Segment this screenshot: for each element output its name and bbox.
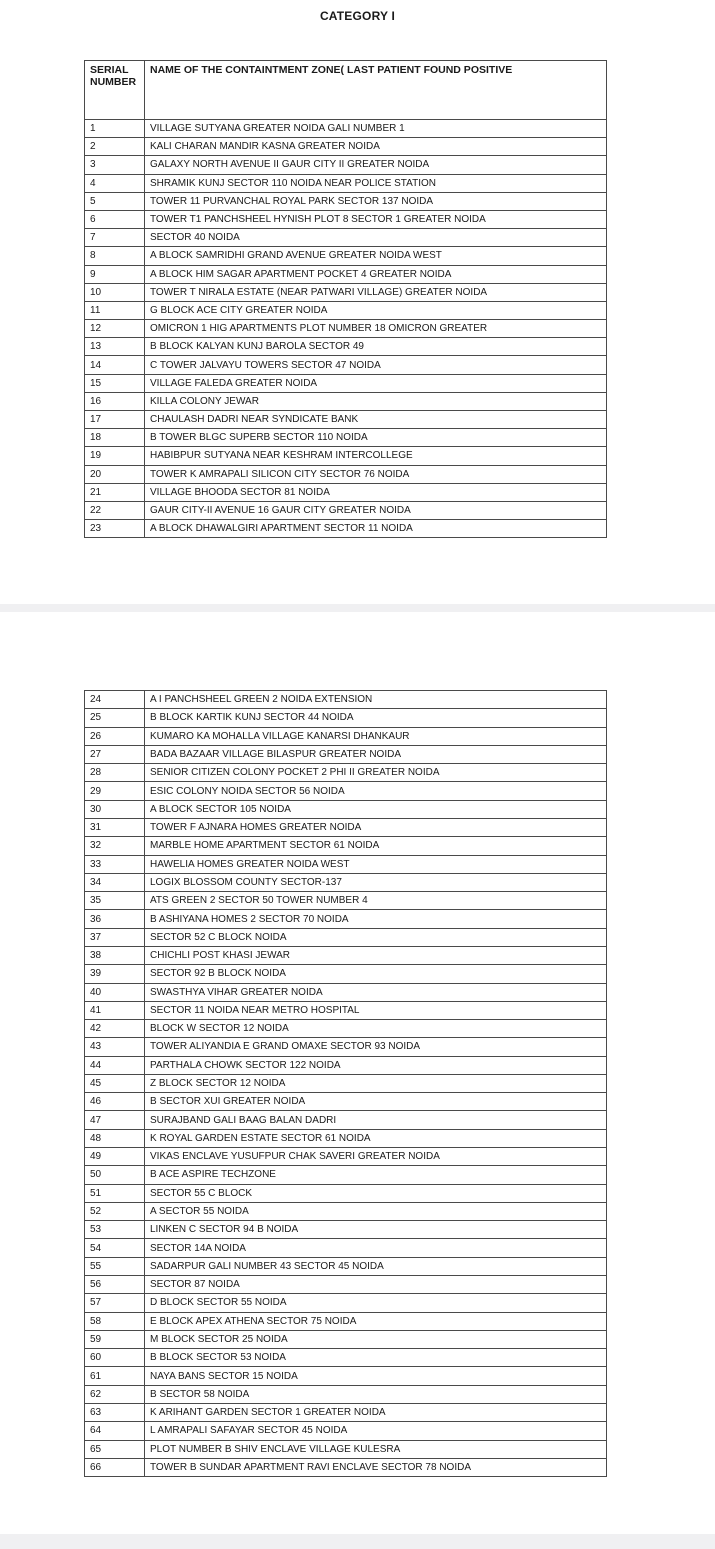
table-row: [85, 928, 607, 946]
zone-name-cell: A SECTOR 55 NOIDA: [145, 1202, 607, 1220]
serial-number-cell: 30: [85, 800, 145, 818]
table-row: [85, 483, 607, 501]
document-title: CATEGORY I: [319, 9, 396, 23]
table-row: [85, 1129, 607, 1147]
serial-number-cell: 53: [85, 1221, 145, 1239]
zone-name-cell: MARBLE HOME APARTMENT SECTOR 61 NOIDA: [145, 837, 607, 855]
zone-name-cell: TOWER B SUNDAR APARTMENT RAVI ENCLAVE SECTOR 78 NOIDA: [145, 1458, 607, 1476]
containment-zone-table-part-1: [84, 60, 607, 538]
table-row: [85, 1422, 607, 1440]
zone-name-cell: SECTOR 14A NOIDA: [145, 1239, 607, 1257]
serial-number-cell: 50: [85, 1166, 145, 1184]
table-row: [85, 1202, 607, 1220]
zone-name-cell: GAUR CITY-II AVENUE 16 GAUR CITY GREATER NOIDA: [145, 501, 607, 519]
zone-name-cell: K ROYAL GARDEN ESTATE SECTOR 61 NOIDA: [145, 1129, 607, 1147]
serial-number-cell: 61: [85, 1367, 145, 1385]
serial-number-cell: 4: [85, 174, 145, 192]
table-row: [85, 283, 607, 301]
serial-number-cell: 1: [85, 120, 145, 138]
table-row: [85, 782, 607, 800]
serial-number-cell: 7: [85, 229, 145, 247]
zone-name-cell: SECTOR 87 NOIDA: [145, 1276, 607, 1294]
serial-number-cell: 35: [85, 892, 145, 910]
zone-name-cell: VILLAGE FALEDA GREATER NOIDA: [145, 374, 607, 392]
serial-number-cell: 13: [85, 338, 145, 356]
serial-number-cell: 20: [85, 465, 145, 483]
table-row: [85, 1330, 607, 1348]
serial-number-cell: 12: [85, 320, 145, 338]
serial-number-cell: 32: [85, 837, 145, 855]
table-row: [85, 1038, 607, 1056]
serial-number-cell: 66: [85, 1458, 145, 1476]
document-page-2: [0, 612, 715, 1534]
table-row: [85, 1257, 607, 1275]
table-row: [85, 1239, 607, 1257]
serial-number-cell: 34: [85, 873, 145, 891]
serial-number-cell: 44: [85, 1056, 145, 1074]
zone-name-cell: OMICRON 1 HIG APARTMENTS PLOT NUMBER 18 OMICRON GREATER: [145, 320, 607, 338]
zone-name-cell: B BLOCK KALYAN KUNJ BAROLA SECTOR 49: [145, 338, 607, 356]
table-row: [85, 429, 607, 447]
serial-number-cell: 9: [85, 265, 145, 283]
table-row: [85, 709, 607, 727]
zone-name-cell: L AMRAPALI SAFAYAR SECTOR 45 NOIDA: [145, 1422, 607, 1440]
table-row: [85, 138, 607, 156]
table-row: [85, 1367, 607, 1385]
zone-name-cell: C TOWER JALVAYU TOWERS SECTOR 47 NOIDA: [145, 356, 607, 374]
zone-name-cell: TOWER 11 PURVANCHAL ROYAL PARK SECTOR 137 NOIDA: [145, 192, 607, 210]
serial-number-cell: 11: [85, 301, 145, 319]
serial-number-cell: 26: [85, 727, 145, 745]
table-row: [85, 392, 607, 410]
table-row: [85, 1349, 607, 1367]
table-row: [85, 174, 607, 192]
zone-name-cell: B BLOCK SECTOR 53 NOIDA: [145, 1349, 607, 1367]
zone-name-cell: TOWER K AMRAPALI SILICON CITY SECTOR 76 NOIDA: [145, 465, 607, 483]
zone-name-cell: M BLOCK SECTOR 25 NOIDA: [145, 1330, 607, 1348]
table-header-row: [85, 61, 607, 120]
serial-number-cell: 57: [85, 1294, 145, 1312]
zone-name-cell: SADARPUR GALI NUMBER 43 SECTOR 45 NOIDA: [145, 1257, 607, 1275]
zone-name-cell: B BLOCK KARTIK KUNJ SECTOR 44 NOIDA: [145, 709, 607, 727]
zone-name-cell: A I PANCHSHEEL GREEN 2 NOIDA EXTENSION: [145, 691, 607, 709]
serial-number-cell: 33: [85, 855, 145, 873]
serial-number-cell: 15: [85, 374, 145, 392]
table-row: [85, 855, 607, 873]
table-row: [85, 800, 607, 818]
serial-number-cell: 54: [85, 1239, 145, 1257]
zone-name-cell: LINKEN C SECTOR 94 B NOIDA: [145, 1221, 607, 1239]
serial-number-cell: 6: [85, 210, 145, 228]
zone-name-cell: CHICHLI POST KHASI JEWAR: [145, 946, 607, 964]
table-row: [85, 156, 607, 174]
serial-number-cell: 52: [85, 1202, 145, 1220]
table-row: [85, 1221, 607, 1239]
zone-name-cell: SECTOR 11 NOIDA NEAR METRO HOSPITAL: [145, 1001, 607, 1019]
serial-number-cell: 10: [85, 283, 145, 301]
serial-number-cell: 60: [85, 1349, 145, 1367]
serial-number-cell: 23: [85, 520, 145, 538]
serial-number-cell: 48: [85, 1129, 145, 1147]
serial-number-cell: 49: [85, 1148, 145, 1166]
zone-name-cell: GALAXY NORTH AVENUE II GAUR CITY II GREATER NOIDA: [145, 156, 607, 174]
zone-name-cell: ATS GREEN 2 SECTOR 50 TOWER NUMBER 4: [145, 892, 607, 910]
serial-number-cell: 18: [85, 429, 145, 447]
zone-name-cell: SENIOR CITIZEN COLONY POCKET 2 PHI II GREATER NOIDA: [145, 764, 607, 782]
table-row: [85, 745, 607, 763]
serial-number-cell: 27: [85, 745, 145, 763]
serial-number-cell: 63: [85, 1403, 145, 1421]
serial-number-cell: 42: [85, 1020, 145, 1038]
zone-name-cell: B ACE ASPIRE TECHZONE: [145, 1166, 607, 1184]
table-row: [85, 210, 607, 228]
table-row: [85, 691, 607, 709]
zone-name-cell: VIKAS ENCLAVE YUSUFPUR CHAK SAVERI GREATER NOIDA: [145, 1148, 607, 1166]
document-page-1: [0, 0, 715, 604]
zone-name-cell: ESIC COLONY NOIDA SECTOR 56 NOIDA: [145, 782, 607, 800]
serial-number-cell: 41: [85, 1001, 145, 1019]
table-row: [85, 1385, 607, 1403]
zone-name-cell: BLOCK W SECTOR 12 NOIDA: [145, 1020, 607, 1038]
table-row: [85, 1166, 607, 1184]
zone-name-cell: LOGIX BLOSSOM COUNTY SECTOR-137: [145, 873, 607, 891]
table-row: [85, 265, 607, 283]
table-row: [85, 1440, 607, 1458]
serial-number-cell: 31: [85, 818, 145, 836]
serial-number-cell: 58: [85, 1312, 145, 1330]
table-row: [85, 247, 607, 265]
serial-number-cell: 55: [85, 1257, 145, 1275]
zone-name-cell: TOWER T1 PANCHSHEEL HYNISH PLOT 8 SECTOR 1 GREATER NOIDA: [145, 210, 607, 228]
serial-number-cell: 17: [85, 411, 145, 429]
serial-number-cell: 21: [85, 483, 145, 501]
serial-number-cell: 37: [85, 928, 145, 946]
serial-number-cell: 45: [85, 1074, 145, 1092]
zone-name-cell: PARTHALA CHOWK SECTOR 122 NOIDA: [145, 1056, 607, 1074]
table-row: [85, 301, 607, 319]
zone-name-cell: G BLOCK ACE CITY GREATER NOIDA: [145, 301, 607, 319]
table-row: [85, 192, 607, 210]
serial-number-cell: 38: [85, 946, 145, 964]
serial-number-cell: 22: [85, 501, 145, 519]
table-row: [85, 411, 607, 429]
table-row: [85, 1294, 607, 1312]
serial-number-cell: 40: [85, 983, 145, 1001]
table-row: [85, 447, 607, 465]
table-row: [85, 338, 607, 356]
zone-name-cell: A BLOCK DHAWALGIRI APARTMENT SECTOR 11 NOIDA: [145, 520, 607, 538]
table-row: [85, 873, 607, 891]
zone-name-cell: SECTOR 52 C BLOCK NOIDA: [145, 928, 607, 946]
table-row: [85, 965, 607, 983]
zone-name-cell: KALI CHARAN MANDIR KASNA GREATER NOIDA: [145, 138, 607, 156]
table-row: [85, 983, 607, 1001]
serial-number-cell: 62: [85, 1385, 145, 1403]
serial-number-cell: 29: [85, 782, 145, 800]
zone-name-cell: SECTOR 40 NOIDA: [145, 229, 607, 247]
serial-number-header: SERIAL NUMBER: [85, 61, 145, 120]
table-row: [85, 1458, 607, 1476]
serial-number-cell: 14: [85, 356, 145, 374]
table-row: [85, 892, 607, 910]
table-row: [85, 356, 607, 374]
table-row: [85, 727, 607, 745]
table-row: [85, 320, 607, 338]
serial-number-cell: 59: [85, 1330, 145, 1348]
table-row: [85, 120, 607, 138]
table-row: [85, 764, 607, 782]
serial-number-cell: 51: [85, 1184, 145, 1202]
zone-name-cell: TOWER F AJNARA HOMES GREATER NOIDA: [145, 818, 607, 836]
table-row: [85, 1001, 607, 1019]
zone-name-cell: SURAJBAND GALI BAAG BALAN DADRI: [145, 1111, 607, 1129]
zone-name-cell: B SECTOR XUI GREATER NOIDA: [145, 1093, 607, 1111]
serial-number-cell: 56: [85, 1276, 145, 1294]
zone-name-cell: PLOT NUMBER B SHIV ENCLAVE VILLAGE KULESRA: [145, 1440, 607, 1458]
containment-zone-table-part-2: [84, 690, 607, 1477]
table-row: [85, 1074, 607, 1092]
zone-name-cell: KUMARO KA MOHALLA VILLAGE KANARSI DHANKAUR: [145, 727, 607, 745]
table-row: [85, 1056, 607, 1074]
zone-name-cell: TOWER T NIRALA ESTATE (NEAR PATWARI VILLAGE) GREATER NOIDA: [145, 283, 607, 301]
zone-name-cell: TOWER ALIYANDIA E GRAND OMAXE SECTOR 93 NOIDA: [145, 1038, 607, 1056]
serial-number-cell: 3: [85, 156, 145, 174]
table-row: [85, 501, 607, 519]
serial-number-cell: 2: [85, 138, 145, 156]
zone-name-cell: Z BLOCK SECTOR 12 NOIDA: [145, 1074, 607, 1092]
serial-number-cell: 28: [85, 764, 145, 782]
zone-name-cell: D BLOCK SECTOR 55 NOIDA: [145, 1294, 607, 1312]
zone-name-cell: KILLA COLONY JEWAR: [145, 392, 607, 410]
zone-name-cell: SECTOR 55 C BLOCK: [145, 1184, 607, 1202]
serial-number-cell: 16: [85, 392, 145, 410]
table-row: [85, 229, 607, 247]
serial-number-cell: 64: [85, 1422, 145, 1440]
serial-number-cell: 43: [85, 1038, 145, 1056]
zone-name-cell: CHAULASH DADRI NEAR SYNDICATE BANK: [145, 411, 607, 429]
serial-number-cell: 25: [85, 709, 145, 727]
table-row: [85, 946, 607, 964]
serial-number-cell: 46: [85, 1093, 145, 1111]
serial-number-cell: 65: [85, 1440, 145, 1458]
table-row: [85, 818, 607, 836]
table-row: [85, 1403, 607, 1421]
zone-name-cell: K ARIHANT GARDEN SECTOR 1 GREATER NOIDA: [145, 1403, 607, 1421]
table-row: [85, 1093, 607, 1111]
table-row: [85, 1276, 607, 1294]
zone-name-cell: SECTOR 92 B BLOCK NOIDA: [145, 965, 607, 983]
zone-name-cell: B SECTOR 58 NOIDA: [145, 1385, 607, 1403]
zone-name-cell: A BLOCK SAMRIDHI GRAND AVENUE GREATER NOIDA WEST: [145, 247, 607, 265]
serial-number-cell: 39: [85, 965, 145, 983]
table-row: [85, 374, 607, 392]
table-row: [85, 465, 607, 483]
serial-number-cell: 19: [85, 447, 145, 465]
table-row: [85, 1184, 607, 1202]
zone-name-cell: SWASTHYA VIHAR GREATER NOIDA: [145, 983, 607, 1001]
zone-name-header: NAME OF THE CONTAINTMENT ZONE( LAST PATIENT FOUND POSITIVE: [145, 61, 607, 120]
serial-number-cell: 8: [85, 247, 145, 265]
table-row: [85, 520, 607, 538]
table-row: [85, 837, 607, 855]
zone-name-cell: VILLAGE SUTYANA GREATER NOIDA GALI NUMBER 1: [145, 120, 607, 138]
serial-number-cell: 24: [85, 691, 145, 709]
zone-name-cell: A BLOCK HIM SAGAR APARTMENT POCKET 4 GREATER NOIDA: [145, 265, 607, 283]
serial-number-cell: 47: [85, 1111, 145, 1129]
zone-name-cell: HAWELIA HOMES GREATER NOIDA WEST: [145, 855, 607, 873]
zone-name-cell: B TOWER BLGC SUPERB SECTOR 110 NOIDA: [145, 429, 607, 447]
table-row: [85, 1020, 607, 1038]
zone-name-cell: HABIBPUR SUTYANA NEAR KESHRAM INTERCOLLEGE: [145, 447, 607, 465]
table-row: [85, 1111, 607, 1129]
zone-name-cell: VILLAGE BHOODA SECTOR 81 NOIDA: [145, 483, 607, 501]
zone-name-cell: NAYA BANS SECTOR 15 NOIDA: [145, 1367, 607, 1385]
zone-name-cell: B ASHIYANA HOMES 2 SECTOR 70 NOIDA: [145, 910, 607, 928]
table-row: [85, 910, 607, 928]
table-row: [85, 1312, 607, 1330]
serial-number-cell: 36: [85, 910, 145, 928]
zone-name-cell: BADA BAZAAR VILLAGE BILASPUR GREATER NOIDA: [145, 745, 607, 763]
table-row: [85, 1148, 607, 1166]
zone-name-cell: SHRAMIK KUNJ SECTOR 110 NOIDA NEAR POLICE STATION: [145, 174, 607, 192]
serial-number-cell: 5: [85, 192, 145, 210]
zone-name-cell: A BLOCK SECTOR 105 NOIDA: [145, 800, 607, 818]
zone-name-cell: E BLOCK APEX ATHENA SECTOR 75 NOIDA: [145, 1312, 607, 1330]
